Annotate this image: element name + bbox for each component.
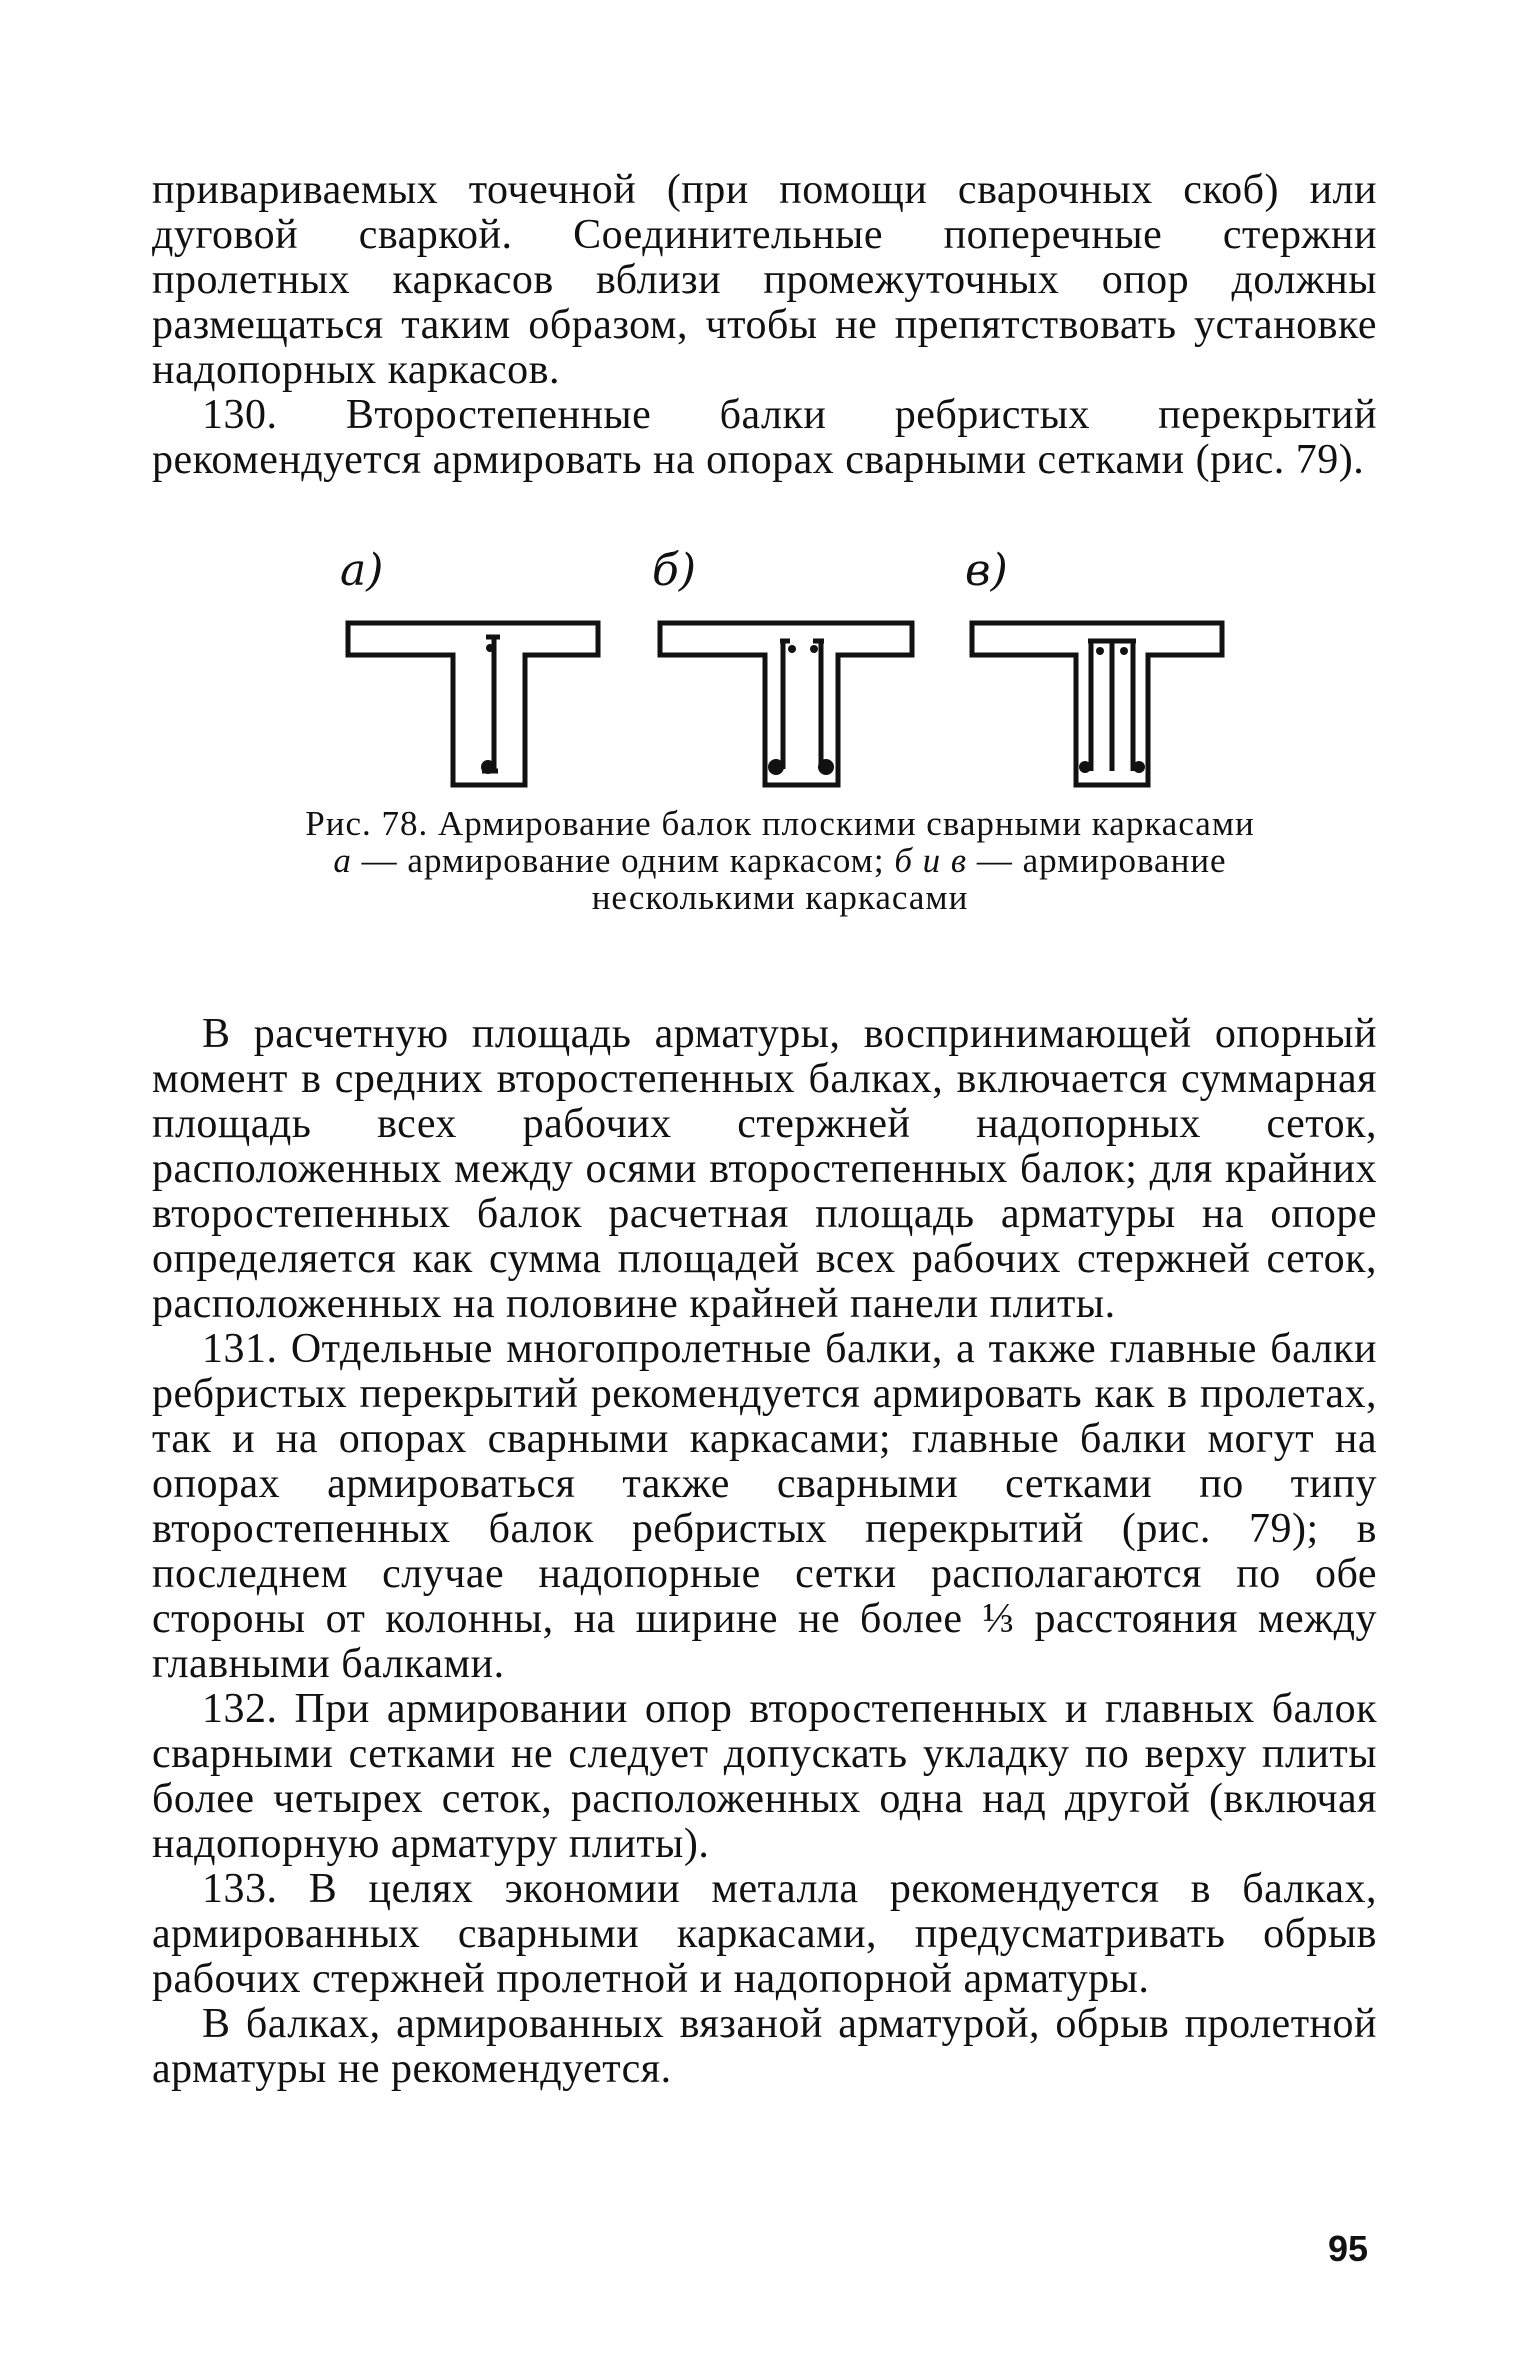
caption-text-bv: — армирование несколькими каркасами xyxy=(591,841,1227,917)
beam-outline-a xyxy=(348,623,598,785)
paragraph-131: 131. Отдельные многопролетные балки, а также главные балки ребристых перекрытий рекомендуется армировать как в пролетах, так и на опорах сварными каркасами; главные балки могут на опорах армироваться также сварными сетками по типу второстепенных балок ребристых перекрытий (рис. 79); в последнем случае надопорные сетки располагаются по обе стороны от колонны, на ширине не более ⅓ расстояния между главными балками. xyxy=(152,1326,1377,1687)
rebar-dot xyxy=(1079,761,1091,773)
caption-letter-a: а xyxy=(333,841,352,880)
beam-sections-drawing xyxy=(310,545,1250,805)
figure-label-a: а) xyxy=(340,545,384,596)
rebar-dot xyxy=(1133,761,1145,773)
rebar-dot xyxy=(810,645,818,653)
caption-text-a: — армирование одним каркасом; xyxy=(351,841,895,880)
caption-legend xyxy=(300,842,1260,916)
figure-label-b: б) xyxy=(652,545,697,596)
figure-78 xyxy=(310,545,1250,805)
rebar-dot xyxy=(481,760,495,774)
beam-outline-v xyxy=(972,623,1222,785)
rebar-dot xyxy=(818,759,834,775)
paragraph-area: В расчетную площадь арматуры, воспринимающей опорный момент в средних второстепенных балках, включается суммарная площадь всех рабочих стержней надопорных сеток, расположенных между осями второстепенных балок; для крайних второстепенных балок расчетная площадь арматуры на опоре определяется как сумма площадей всех рабочих стержней сеток, расположенных на половине крайней панели плиты. xyxy=(152,1011,1377,1327)
rebar-dot xyxy=(1120,647,1128,655)
paragraph-continued: привариваемых точечной (при помощи сварочных скоб) или дуговой сваркой. Соединительные поперечные стержни пролетных каркасов вблизи промежуточных опор должны размещаться таким образом, чтобы не препятствовать установке надопорных каркасов. xyxy=(152,167,1377,393)
paragraph-133: 133. В целях экономии металла рекомендуется в балках, армированных сварными каркасами, предусматривать обрыв рабочих стержней пролетной и надопорной арматуры. xyxy=(152,1866,1377,2002)
figure-caption xyxy=(300,805,1260,916)
rebar-dot xyxy=(788,645,796,653)
paragraph-130: 130. Второстепенные балки ребристых перекрытий рекомендуется армировать на опорах сварными сетками (рис. 79). xyxy=(152,392,1377,483)
figure-label-v: в) xyxy=(965,545,1008,596)
paragraph-132: 132. При армировании опор второстепенных и главных балок сварными сетками не следует допускать укладку по верху плиты более четырех сеток, расположенных одна над другой (включая надопорную арматуру плиты). xyxy=(152,1686,1377,1867)
top-text xyxy=(152,168,1377,483)
rebar-dot xyxy=(486,644,494,652)
caption-letters-bv: б и в xyxy=(894,841,968,880)
rebar-dot xyxy=(1096,647,1104,655)
beam-outline-b xyxy=(660,623,912,785)
paragraph-tied-rebar: В балках, армированных вязаной арматурой, обрыв пролетной арматуры не рекомендуется. xyxy=(152,2001,1377,2092)
rebar-dot xyxy=(768,759,784,775)
body-text xyxy=(152,1012,1377,2092)
caption-title: Рис. 78. Армирование балок плоскими сварными каркасами xyxy=(305,804,1255,843)
page-number: 95 xyxy=(1328,2228,1369,2269)
